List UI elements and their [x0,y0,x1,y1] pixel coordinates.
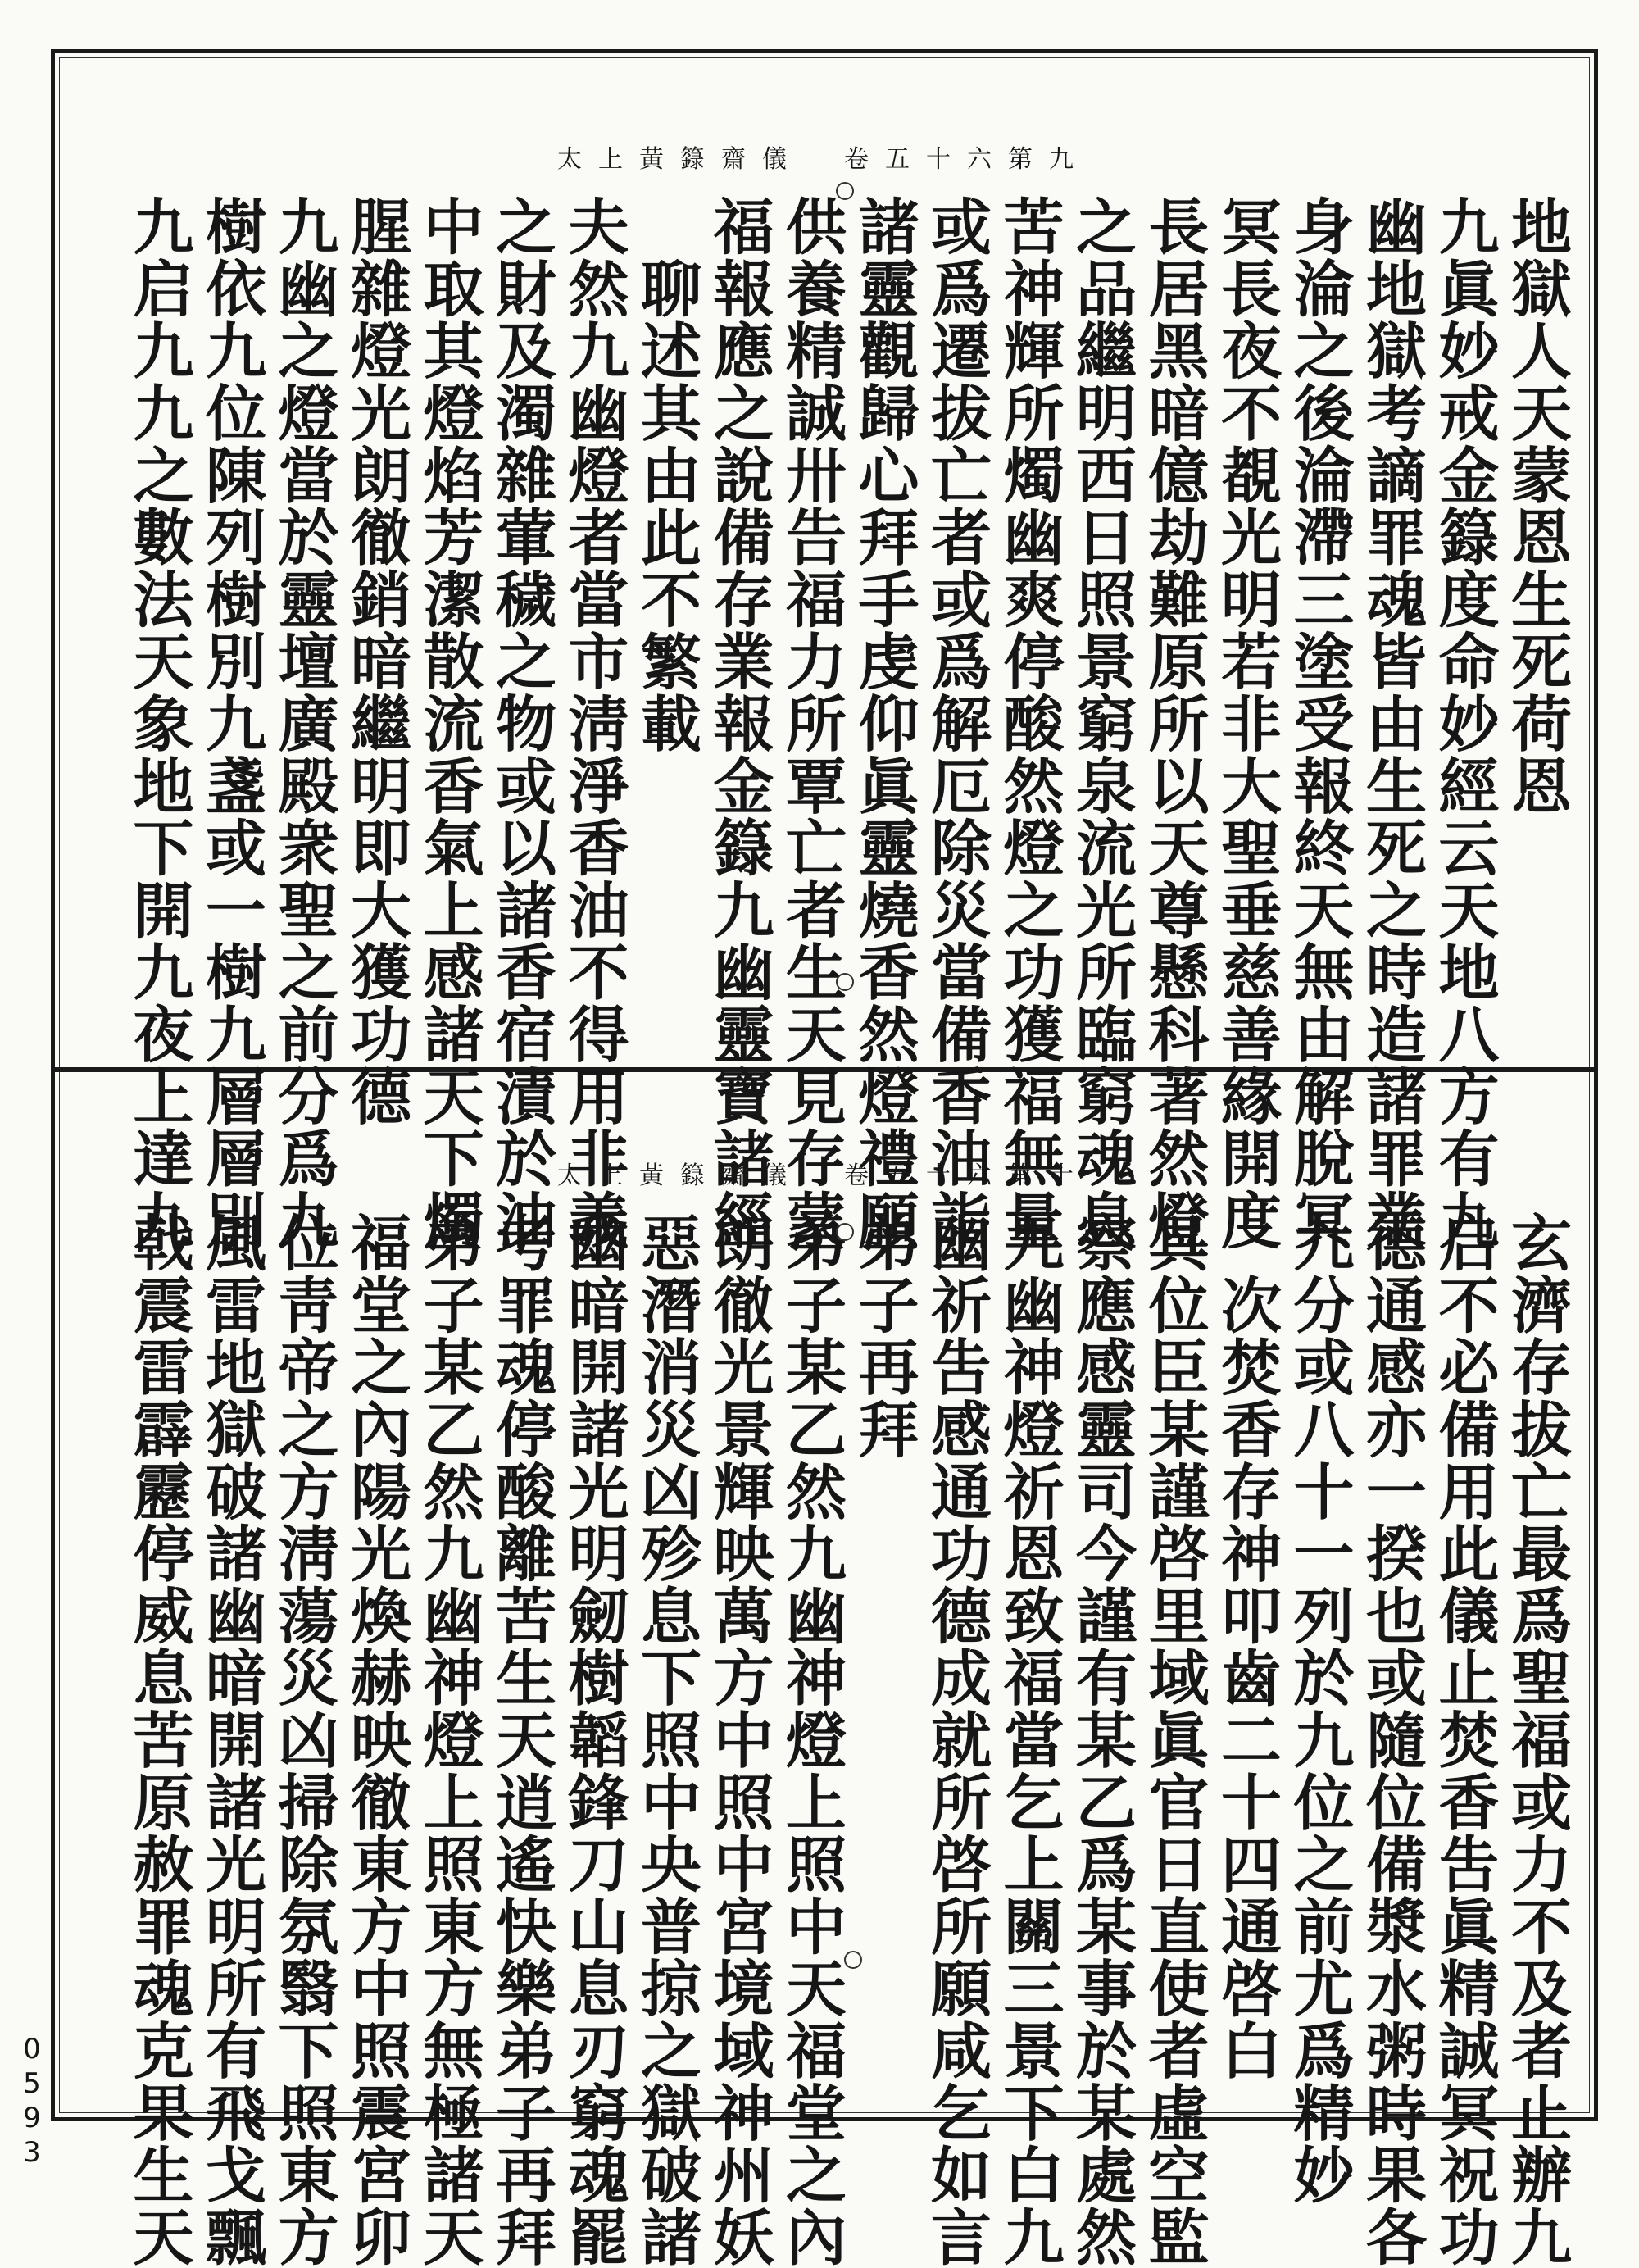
bottom_half-column: 戟震雷霹靂停威息苦原赦罪魂克果生天 [123,1211,194,2268]
bottom_half-column: 幽祈吿感通功德成就所啓所願咸乞如言 [921,1211,992,2268]
bottom_half-column: 惡潛消災凶殄息下照中央普掠之獄破諸 [631,1211,701,2268]
circle-mark-icon [844,1951,862,1969]
bottom_half-column: 玄濟存拔亡最爲聖福或力不及者止辦九 [1501,1211,1572,2268]
circle-mark-icon [836,973,854,991]
top_half-column: 之品繼明西日照景窮泉流光所臨窮魂息 [1066,195,1137,1252]
top_half-column: 夫然九幽燈者當市淸淨香油不得用非義 [558,195,629,1252]
top_half-column: 福報應之說備存業報金籙九幽靈寶諸經 [703,195,774,1252]
bottom_half-column: 朗徹光景輝映萬方中照中宮境域神州妖 [703,1211,774,2268]
top_half-column: 或爲遷拔亡者或爲解厄除災當備香油詣 [921,195,992,1252]
running-head-top: 太上黃籙齋儀 卷五十六第九 [557,145,1090,174]
bottom_half-column: 九幽神燈祈恩致福當乞上關三景下白九 [993,1211,1065,2268]
bottom_half-column: 具位臣某謹啓里域眞官日直使者虛空監 [1138,1211,1210,2268]
top_half-column: 身淪之後淪滯三塗受報終天無由解脫冥 [1283,195,1355,1252]
top_half-column: 九启九九之數法天象地下開九夜上達九 [123,195,194,1252]
bottom_half-column: 弟子某乙然九幽神燈上照東方無極諸天 [413,1211,484,2268]
bottom_half-column: 福堂之內陽光煥赫映徹東方中照震宮卯 [341,1211,411,2268]
top_half-column: 長居黑暗億劫難原所以天尊懸科著然燈 [1138,195,1210,1252]
bottom_half-column: 弟子再拜 [848,1211,919,1461]
bottom_half-column: 幽暗開諸光明劒樹韜鋒刀山息刃窮魂罷 [558,1211,629,2268]
bottom_half-column: 次焚香存神叩齒二十四通啓白 [1211,1274,1282,2082]
top_half-column: 苦神輝所燭幽爽停酸然燈之功獲福無量 [993,195,1065,1252]
top_half-column: 聊述其由此不繁載 [631,257,701,755]
top_half-column: 供養精誠卅告福力所覃亡者生天見存蒙 [776,195,847,1252]
page-number: 0593 [16,2033,48,2170]
bottom_half-column: 弟子某乙然九幽神燈上照中天福堂之內 [776,1211,847,2268]
circle-mark-icon [836,1223,854,1241]
top_half-column: 九眞妙戒金籙度命妙經云天地八方有九 [1428,195,1500,1252]
bottom_half-column: 考罪魂停酸離苦生天逍遙快樂弟子再拜 [486,1211,556,2268]
top_half-column: 樹依九位陳列樹別九盞或一樹九層層別 [196,195,266,1252]
running-head-bottom: 太上黃籙齋儀 卷五十六第十 [557,1161,1090,1190]
bottom_half-column: 位靑帝之方淸蕩災凶掃除氛翳下照東方 [268,1211,339,2268]
top_half-column: 之財及濁雜葷穢之物或以諸香宿漬於油 [486,195,556,1252]
bottom_half-column: 德通感亦一揆也或隨位備漿水粥時果各 [1356,1211,1427,2268]
top_half-column: 中取其燈焰芳潔散流香氣上感諸天下燭 [413,195,484,1252]
top_half-column: 腥雜燈光朗徹銷暗繼明即大獲功德 [341,195,411,1127]
bottom_half-column: 察應感靈司今謹有某乙爲某事於某處然 [1066,1211,1137,2268]
bottom_half-column: 启不必備用此儀止焚香吿眞精誠冥祝功 [1428,1211,1500,2268]
bottom_half-column: 風雷地獄破諸幽暗開諸光明所有飛戈飄 [196,1211,266,2268]
top_half-column: 冥長夜不覩光明若非大聖垂慈善緣開度 [1211,195,1282,1252]
top_half-column: 幽地獄考謫罪魂皆由生死之時造諸罪業 [1356,195,1427,1252]
top_half-column: 地獄人天蒙恩生死荷恩 [1501,195,1572,816]
bottom_half-column: 九分或八十一列於九位之前尤爲精妙 [1283,1211,1355,2206]
top_half-column: 九幽之燈當於靈壇廣殿衆聖之前分爲九 [268,195,339,1252]
top_half-column: 諸靈觀歸心拜手虔仰眞靈燒香然燈禮願 [848,195,919,1252]
circle-mark-icon [836,182,854,200]
